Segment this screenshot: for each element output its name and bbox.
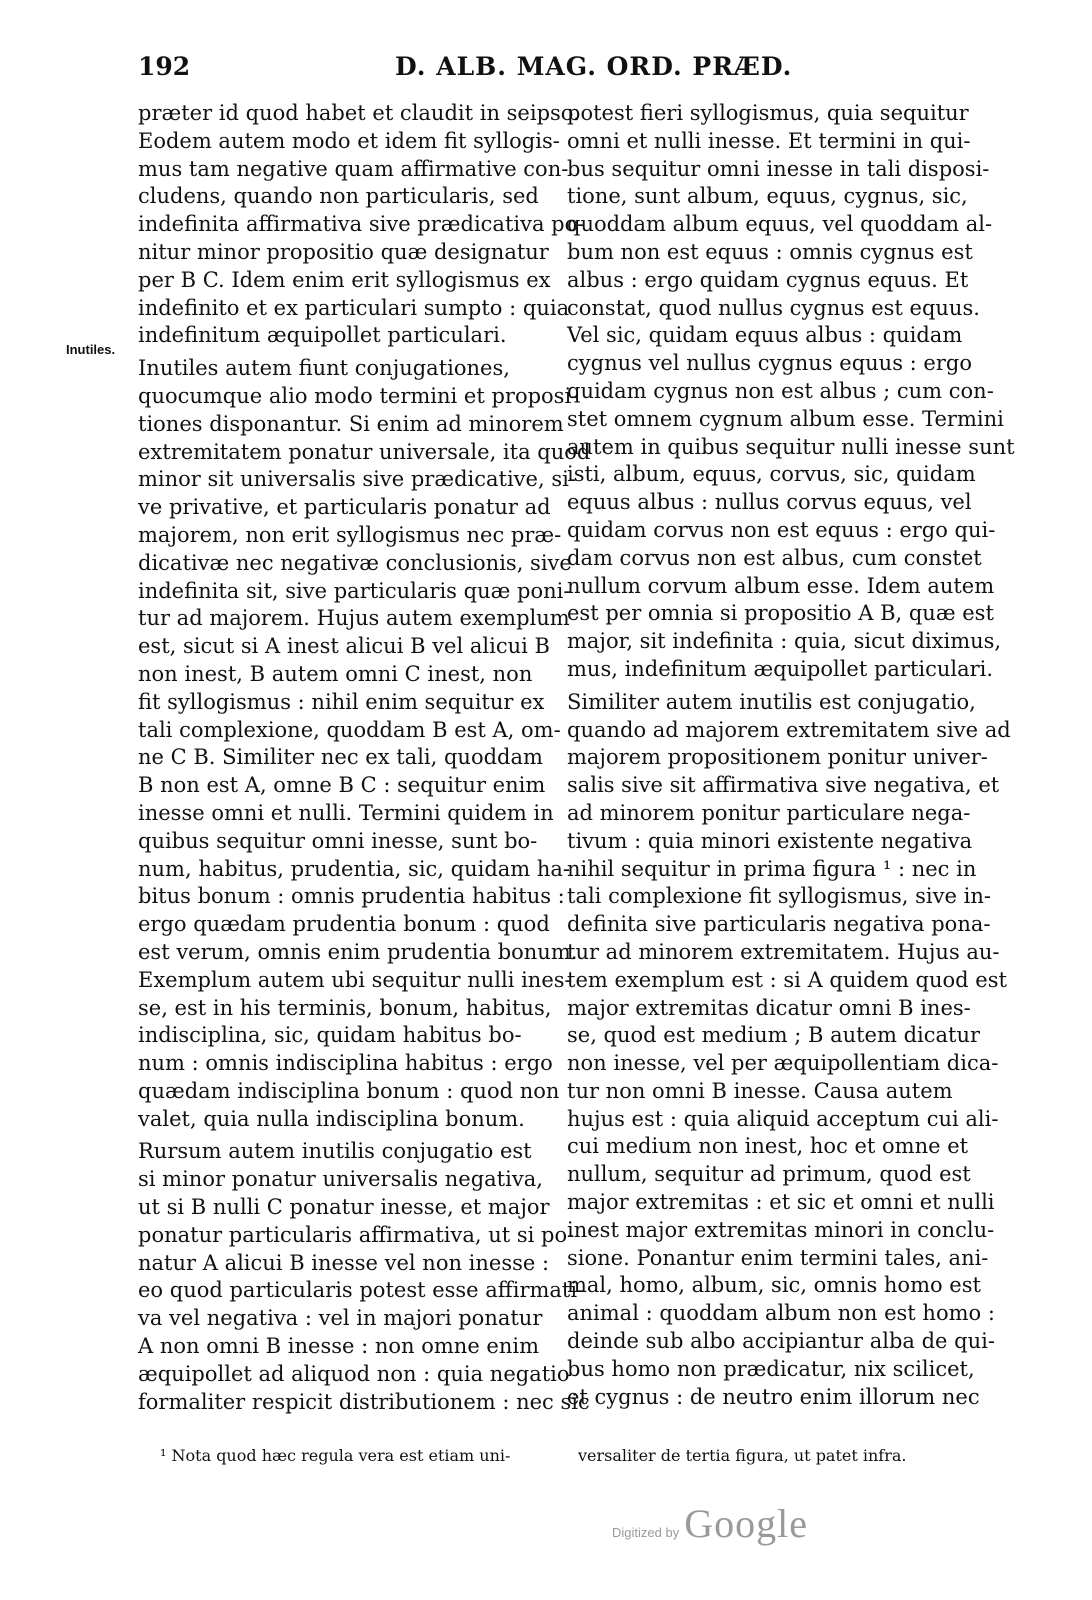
text-line: omni et nulli inesse. Et termini in qui- xyxy=(567,128,971,153)
text-line: ut si B nulli C ponatur inesse, et major xyxy=(138,1195,550,1220)
text-line: bus homo non prædicatur, nix scilicet, xyxy=(567,1356,975,1381)
text-line: major extremitas : et sic et omni et nulli xyxy=(567,1190,995,1215)
running-head: D. ALB. MAG. ORD. PRÆD. xyxy=(395,52,793,81)
text-line: indefinita affirmativa sive prædicativa po- xyxy=(138,212,585,237)
text-line: tur non omni B inesse. Causa autem xyxy=(567,1078,953,1103)
text-line: ergo quædam prudentia bonum : quod xyxy=(138,912,550,937)
text-line: cygnus vel nullus cygnus equus : ergo xyxy=(567,351,972,376)
right-column xyxy=(567,100,1015,1411)
left-column xyxy=(138,100,591,1416)
text-line: eo quod particularis potest esse affirmati- xyxy=(138,1278,585,1303)
text-line: tali complexione, quoddam B est A, om- xyxy=(138,717,561,742)
text-line: inest major extremitas minori in conclu- xyxy=(567,1217,995,1242)
text-line: indisciplina, sic, quidam habitus bo- xyxy=(138,1023,522,1048)
text-line: est, sicut si A inest alicui B vel alicui B xyxy=(138,634,550,659)
text-line: tem exemplum est : si A quidem quod est xyxy=(567,967,1007,992)
text-line: est per omnia si propositio A B, quæ est xyxy=(567,601,994,626)
text-line: deinde sub albo accipiantur alba de qui- xyxy=(567,1329,995,1354)
text-line: bitus bonum : omnis prudentia habitus : xyxy=(138,884,565,909)
text-line: quoddam album equus, vel quoddam al- xyxy=(567,212,993,237)
text-line: Similiter autem inutilis est conjugatio, xyxy=(567,689,976,714)
text-line: Exemplum autem ubi sequitur nulli ines- xyxy=(138,967,572,992)
text-line: autem in quibus sequitur nulli inesse sunt xyxy=(567,434,1015,459)
text-line: tivum : quia minori existente negativa xyxy=(567,828,973,853)
text-line: formaliter respicit distributionem : nec sic xyxy=(138,1389,590,1414)
text-line: ve privative, et particularis ponatur ad xyxy=(138,495,551,520)
text-line: indefinita sit, sive particularis quæ poni- xyxy=(138,578,571,603)
text-line: quædam indisciplina bonum : quod non xyxy=(138,1078,560,1103)
text-line: tiones disponantur. Si enim ad minorem xyxy=(138,411,564,436)
text-line: tione, sunt album, equus, cygnus, sic, xyxy=(567,184,968,209)
text-line: præter id quod habet et claudit in seipso. xyxy=(138,101,580,125)
text-line: quidam cygnus non est albus ; cum con- xyxy=(567,378,994,403)
text-line: major extremitas dicatur omni B ines- xyxy=(567,995,971,1020)
watermark-prefix: Digitized by xyxy=(612,1525,680,1540)
text-line: va vel negativa : vel in majori ponatur xyxy=(138,1306,543,1331)
text-line: nullum corvum album esse. Idem autem xyxy=(567,573,995,598)
text-line: nullum, sequitur ad primum, quod est xyxy=(567,1162,971,1187)
text-line: isti, album, equus, corvus, sic, quidam xyxy=(567,462,976,487)
text-line: salis sive sit affirmativa sive negativa, et xyxy=(567,773,1000,798)
text-line: natur A alicui B inesse vel non inesse : xyxy=(138,1250,550,1275)
footnote-left: ¹ Nota quod hæc regula vera est etiam uni- xyxy=(160,1446,511,1465)
text-line: valet, quia nulla indisciplina bonum. xyxy=(138,1106,525,1131)
text-line: non inest, B autem omni C inest, non xyxy=(138,661,533,686)
text-line: indefinito et ex particulari sumpto : quia xyxy=(138,295,570,320)
text-line: stet omnem cygnum album esse. Termini xyxy=(567,406,1004,431)
page-header xyxy=(0,52,1092,88)
text-line: minor sit universalis sive prædicative, si- xyxy=(138,467,576,492)
text-line: num : omnis indisciplina habitus : ergo xyxy=(138,1051,553,1076)
text-line: ne C B. Similiter nec ex tali, quoddam xyxy=(138,745,543,770)
text-line: quando ad majorem extremitatem sive ad xyxy=(567,717,1011,742)
text-line: mus tam negative quam affirmative con- xyxy=(138,156,569,181)
text-line: cui medium non inest, hoc et omne et xyxy=(567,1134,969,1159)
text-line: constat, quod nullus cygnus est equus. xyxy=(567,295,980,320)
text-line: quocumque alio modo termini et proposi- xyxy=(138,383,579,408)
text-line: sione. Ponantur enim termini tales, ani- xyxy=(567,1245,989,1270)
digitized-watermark xyxy=(612,1500,808,1547)
text-line: nitur minor propositio quæ designatur xyxy=(138,239,549,264)
text-line: ponatur particularis affirmativa, ut si po- xyxy=(138,1222,575,1247)
text-line: mus, indefinitum æquipollet particulari. xyxy=(567,656,994,681)
text-line: bus sequitur omni inesse in tali disposi- xyxy=(567,156,990,181)
text-line: si minor ponatur universalis negativa, xyxy=(138,1167,543,1192)
text-line: indefinitum æquipollet particulari. xyxy=(138,323,507,348)
text-line: bum non est equus : omnis cygnus est xyxy=(567,239,973,264)
text-line: extremitatem ponatur universale, ita quod xyxy=(138,439,591,464)
text-line: Rursum autem inutilis conjugatio est xyxy=(138,1139,532,1164)
text-line: majorem propositionem ponitur univer- xyxy=(567,745,988,770)
text-line: Eodem autem modo et idem fit syllogis- xyxy=(138,128,560,153)
text-line: per B C. Idem enim erit syllogismus ex xyxy=(138,267,551,292)
text-line: Inutiles autem fiunt conjugationes, xyxy=(138,356,510,381)
footnote-right: versaliter de tertia figura, ut patet infra. xyxy=(578,1446,907,1465)
text-line: se, quod est medium ; B autem dicatur xyxy=(567,1023,981,1048)
text-line: inesse omni et nulli. Termini quidem in xyxy=(138,800,554,825)
text-line: majorem, non erit syllogismus nec præ- xyxy=(138,522,562,547)
text-line: est verum, omnis enim prudentia bonum. xyxy=(138,939,578,964)
page-number: 192 xyxy=(138,52,191,81)
text-line: se, est in his terminis, bonum, habitus, xyxy=(138,995,552,1020)
text-line: tali complexione fit syllogismus, sive in- xyxy=(567,884,991,909)
text-line: fit syllogismus : nihil enim sequitur ex xyxy=(138,689,545,714)
text-line: dam corvus non est albus, cum constet xyxy=(567,545,982,570)
text-line: animal : quoddam album non est homo : xyxy=(567,1301,995,1326)
text-line: definita sive particularis negativa pona- xyxy=(567,912,991,937)
text-line: nihil sequitur in prima figura ¹ : nec in xyxy=(567,856,977,881)
text-line: equus albus : nullus corvus equus, vel xyxy=(567,490,972,515)
text-line: albus : ergo quidam cygnus equus. Et xyxy=(567,267,969,292)
text-line: tur ad majorem. Hujus autem exemplum xyxy=(138,606,570,631)
text-line: quidam corvus non est equus : ergo qui- xyxy=(567,517,996,542)
text-line: dicativæ nec negativæ conclusionis, sive xyxy=(138,550,572,575)
text-line: B non est A, omne B C : sequitur enim xyxy=(138,773,546,798)
google-logo: Google xyxy=(684,1501,809,1546)
text-line: major, sit indefinita : quia, sicut diximus, xyxy=(567,629,1002,654)
text-line: hujus est : quia aliquid acceptum cui ali- xyxy=(567,1106,999,1131)
text-line: ad minorem ponitur particulare nega- xyxy=(567,800,971,825)
text-line: tur ad minorem extremitatem. Hujus au- xyxy=(567,939,1000,964)
margin-note: Inutiles. xyxy=(66,342,116,357)
text-line: potest fieri syllogismus, quia sequitur xyxy=(567,101,969,125)
text-line: mal, homo, album, sic, omnis homo est xyxy=(567,1273,981,1298)
text-line: quibus sequitur omni inesse, sunt bo- xyxy=(138,828,538,853)
text-line: cludens, quando non particularis, sed xyxy=(138,184,539,209)
text-line: Vel sic, quidam equus albus : quidam xyxy=(567,323,963,348)
text-line: et cygnus : de neutro enim illorum nec xyxy=(567,1384,980,1409)
text-line: A non omni B inesse : non omne enim xyxy=(138,1334,539,1359)
text-line: num, habitus, prudentia, sic, quidam ha- xyxy=(138,856,571,881)
text-line: non inesse, vel per æquipollentiam dica- xyxy=(567,1051,999,1076)
text-line: æquipollet ad aliquod non : quia negatio xyxy=(138,1361,570,1386)
